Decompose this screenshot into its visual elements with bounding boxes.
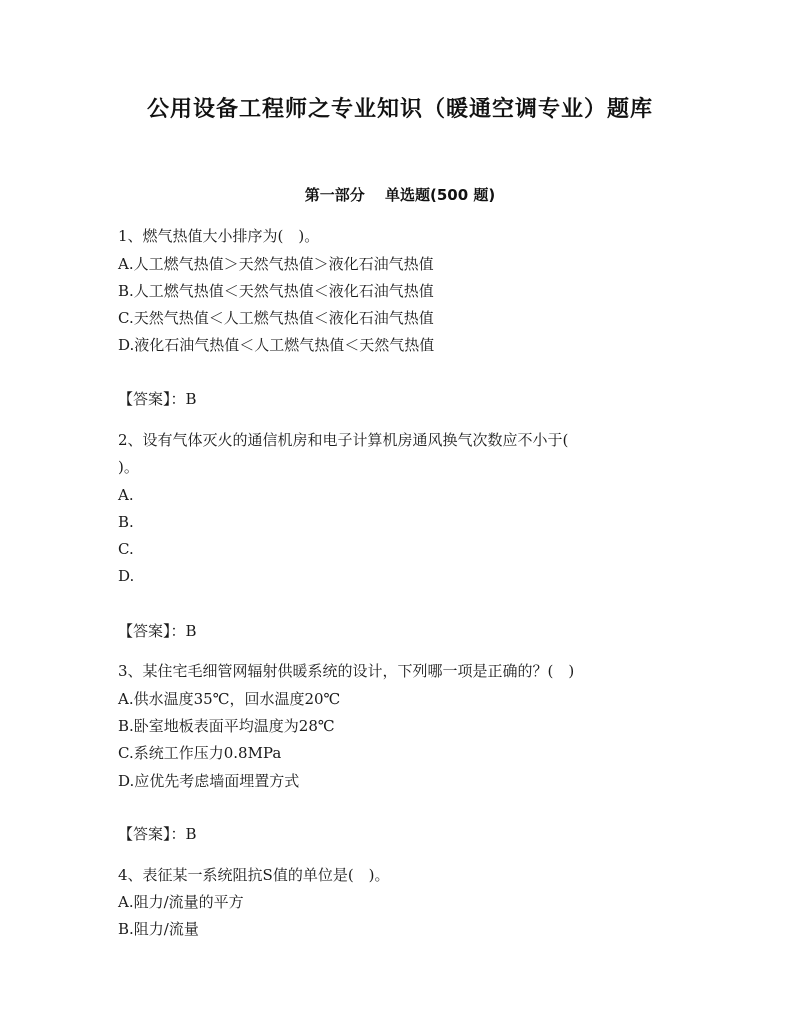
question-2-option-a: A.	[118, 486, 134, 504]
question-2-stem-line-1: 2、设有气体灭火的通信机房和电子计算机房通风换气次数应不小于(	[118, 431, 569, 449]
question-3-option-b: B.卧室地板表面平均温度为28℃	[118, 717, 335, 735]
answer-value: B	[185, 390, 197, 408]
question-3-option-d: D.应优先考虑墙面埋置方式	[118, 772, 300, 790]
question-2-option-c: C.	[118, 540, 134, 558]
question-1-option-a: A.人工燃气热值＞天然气热值＞液化石油气热值	[118, 255, 434, 273]
question-1-option-c: C.天然气热值＜人工燃气热值＜液化石油气热值	[118, 309, 434, 327]
answer-value: B	[185, 622, 197, 640]
section-heading: 第一部分 单选题(500 题)	[304, 186, 496, 204]
question-4-option-a: A.阻力/流量的平方	[118, 893, 244, 911]
question-1-option-b: B.人工燃气热值＜天然气热值＜液化石油气热值	[118, 282, 434, 300]
question-4-stem: 4、表征某一系统阻抗S值的单位是( )。	[118, 866, 390, 884]
question-2-answer	[118, 621, 197, 641]
answer-value: B	[185, 825, 197, 843]
answer-label: 【答案】：	[118, 622, 186, 640]
answer-label: 【答案】：	[118, 825, 186, 843]
document-title: 公用设备工程师之专业知识（暖通空调专业）题库	[146, 97, 653, 122]
question-4-option-b: B.阻力/流量	[118, 920, 199, 938]
question-2-stem-line-2: )。	[118, 458, 139, 476]
question-3-option-a: A.供水温度35℃，回水温度20℃	[118, 690, 341, 708]
question-3-option-c: C.系统工作压力0.8MPa	[118, 744, 282, 762]
question-1-answer	[118, 389, 197, 409]
question-3-answer	[118, 824, 197, 844]
question-1-stem: 1、燃气热值大小排序为( )。	[118, 227, 320, 245]
question-1-option-d: D.液化石油气热值＜人工燃气热值＜天然气热值	[118, 336, 435, 354]
question-2-option-d: D.	[118, 567, 135, 585]
answer-label: 【答案】：	[118, 390, 186, 408]
question-3-stem: 3、某住宅毛细管网辐射供暖系统的设计，下列哪一项是正确的？( )	[118, 662, 575, 680]
question-2-option-b: B.	[118, 513, 134, 531]
